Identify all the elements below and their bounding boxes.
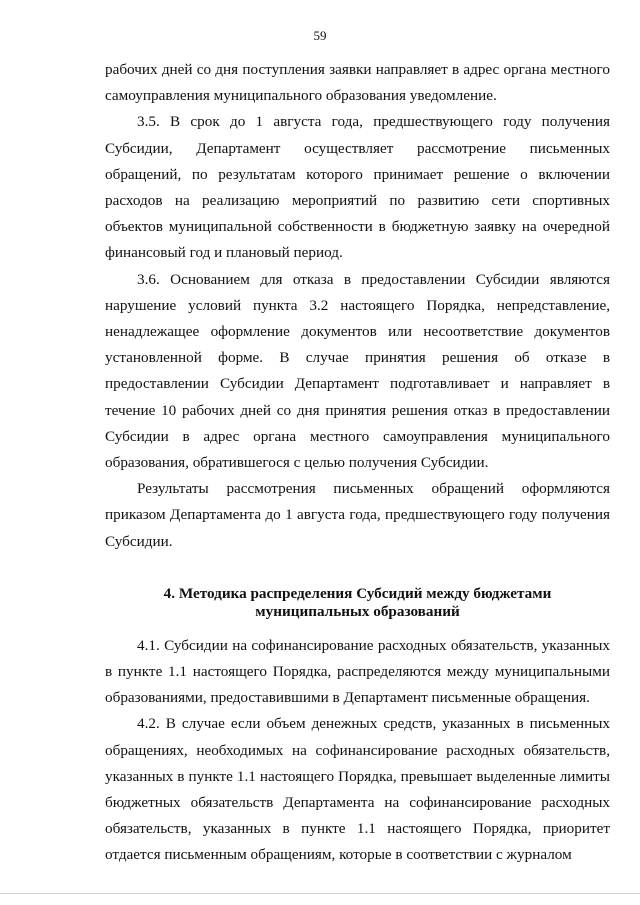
paragraph-3-5: 3.5. В срок до 1 августа года, предшествующего году получения Субсидии, Департамент осуществляет рассмотрение письменных обращений, по результатам которого принимает решение о включении расходов на реализацию мероприятий по развитию сети спортивных объектов муниципальной собственности в бюджетную заявку на очередной финансовый год и плановый период. (105, 113, 610, 262)
page-number: 59 (313, 28, 327, 43)
document-body (105, 57, 610, 869)
paragraph-3-6: 3.6. Основанием для отказа в предоставлении Субсидии являются нарушение условий пункта 3.2 настоящего Порядка, непредставление, ненадлежащее оформление документов или несоответствие документов установленной форме. В случае принятия решения об отказе в предоставлении Субсидии Департамент подготавливает и направляет в течение 10 рабочих дней со дня принятия решения отказ в предоставлении Субсидии в адрес органа местного самоуправления муниципального образования, обратившегося с целью получения Субсидии. (105, 270, 610, 472)
page-bottom-divider (0, 893, 640, 894)
section-heading-line-1: 4. Методика распределения Субсидий между бюджетами (163, 584, 552, 602)
paragraph-results: Результаты рассмотрения письменных обращений оформляются приказом Департамента до 1 августа года, предшествующего году получения Субсидии. (105, 480, 610, 550)
section-heading (105, 585, 610, 621)
paragraph-4-2: 4.2. В случае если объем денежных средств, указанных в письменных обращениях, необходимых на софинансирование расходных обязательств, указанных в пункте 1.1 настоящего Порядка, превышает выделенные лимиты бюджетных обязательств Департамента на софинансирование расходных обязательств, указанных в пункте 1.1 настоящего Порядка, приоритет отдается письменным обращениям, которые в соответствии с журналом (105, 715, 610, 864)
paragraph-continuation: рабочих дней со дня поступления заявки направляет в адрес органа местного самоуправления муниципального образования уведомление. (105, 61, 610, 105)
section-heading-line-2: муниципальных образований (255, 602, 460, 620)
paragraph-4-1: 4.1. Субсидии на софинансирование расходных обязательств, указанных в пункте 1.1 настоящего Порядка, распределяются между муниципальными образованиями, предоставившими в Департамент письменные обращения. (105, 636, 610, 707)
